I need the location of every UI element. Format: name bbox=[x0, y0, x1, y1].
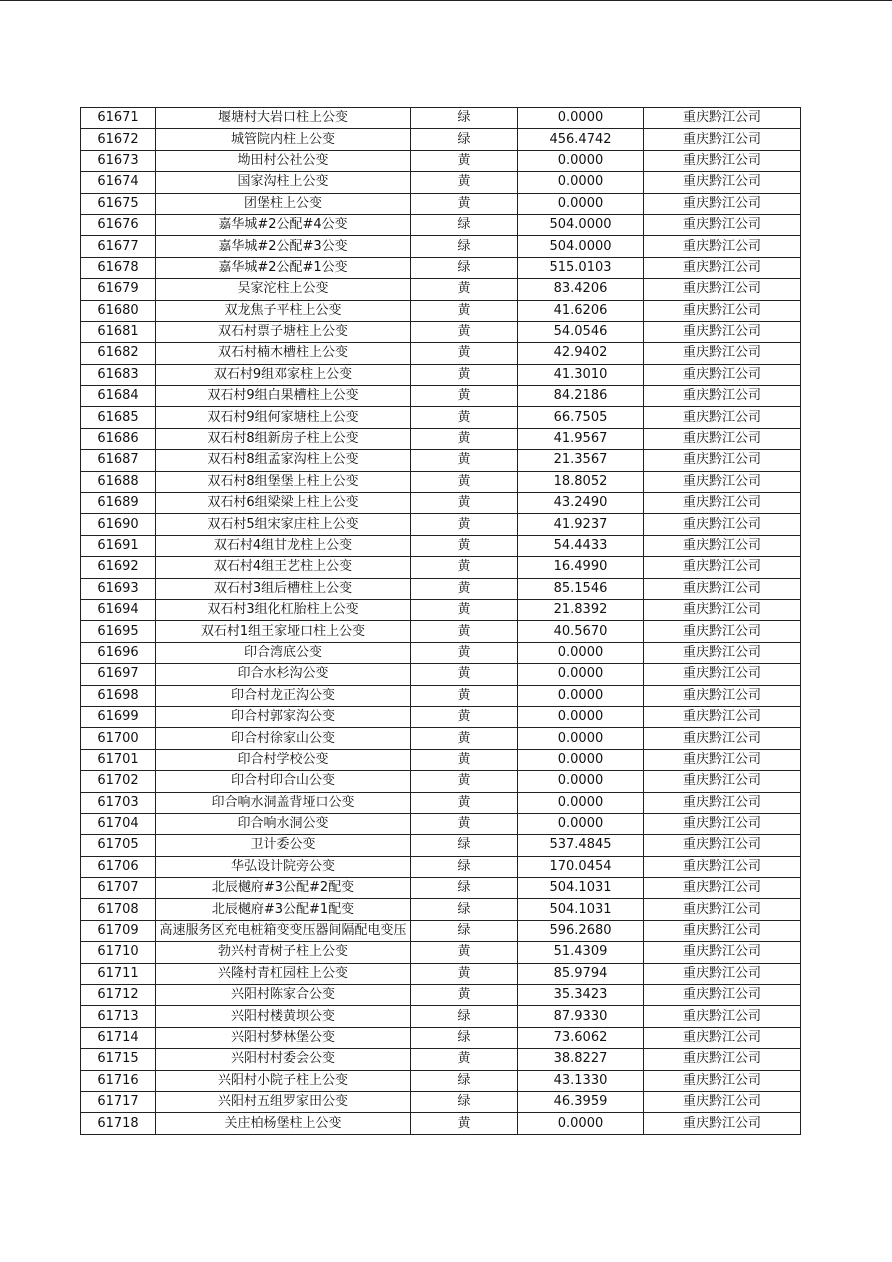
row-name-cell: 城管院内柱上公变 bbox=[156, 129, 411, 150]
row-level-cell: 绿 bbox=[411, 257, 518, 278]
table-row bbox=[81, 813, 801, 834]
row-name-cell: 印合村学校公变 bbox=[156, 749, 411, 770]
row-value-cell: 0.0000 bbox=[518, 193, 644, 214]
row-name-cell: 双石村8组新房子柱上公变 bbox=[156, 428, 411, 449]
row-level-cell: 黄 bbox=[411, 642, 518, 663]
row-id-cell: 61718 bbox=[81, 1113, 156, 1134]
row-company-cell: 重庆黔江公司 bbox=[644, 535, 801, 556]
row-level-cell: 绿 bbox=[411, 856, 518, 877]
row-name-cell: 华弘设计院旁公变 bbox=[156, 856, 411, 877]
row-company-cell: 重庆黔江公司 bbox=[644, 257, 801, 278]
table-row bbox=[81, 942, 801, 963]
row-level-cell: 黄 bbox=[411, 300, 518, 321]
row-level-cell: 黄 bbox=[411, 193, 518, 214]
row-id-cell: 61694 bbox=[81, 599, 156, 620]
table-row bbox=[81, 728, 801, 749]
row-level-cell: 绿 bbox=[411, 108, 518, 129]
row-level-cell: 黄 bbox=[411, 535, 518, 556]
row-name-cell: 双石村4组王艺柱上公变 bbox=[156, 557, 411, 578]
table-row bbox=[81, 193, 801, 214]
row-value-cell: 38.8227 bbox=[518, 1049, 644, 1070]
row-name-cell: 双石村9组白果槽柱上公变 bbox=[156, 386, 411, 407]
row-level-cell: 黄 bbox=[411, 985, 518, 1006]
row-level-cell: 黄 bbox=[411, 471, 518, 492]
row-level-cell: 黄 bbox=[411, 1113, 518, 1134]
row-id-cell: 61677 bbox=[81, 236, 156, 257]
row-level-cell: 绿 bbox=[411, 835, 518, 856]
row-id-cell: 61693 bbox=[81, 578, 156, 599]
row-company-cell: 重庆黔江公司 bbox=[644, 1070, 801, 1091]
row-name-cell: 印合村印合山公变 bbox=[156, 771, 411, 792]
row-id-cell: 61704 bbox=[81, 813, 156, 834]
row-name-cell: 兴阳村小院子柱上公变 bbox=[156, 1070, 411, 1091]
row-value-cell: 84.2186 bbox=[518, 386, 644, 407]
row-level-cell: 黄 bbox=[411, 428, 518, 449]
row-name-cell: 印合村龙正沟公变 bbox=[156, 685, 411, 706]
table-row bbox=[81, 621, 801, 642]
row-company-cell: 重庆黔江公司 bbox=[644, 878, 801, 899]
row-name-cell: 勃兴村青树子柱上公变 bbox=[156, 942, 411, 963]
row-value-cell: 85.1546 bbox=[518, 578, 644, 599]
row-level-cell: 黄 bbox=[411, 578, 518, 599]
row-id-cell: 61703 bbox=[81, 792, 156, 813]
row-name-cell: 双石村票子塘柱上公变 bbox=[156, 321, 411, 342]
row-level-cell: 黄 bbox=[411, 706, 518, 727]
row-level-cell: 绿 bbox=[411, 1006, 518, 1027]
row-level-cell: 黄 bbox=[411, 942, 518, 963]
row-name-cell: 双石村3组化杠胎柱上公变 bbox=[156, 599, 411, 620]
row-name-cell: 双石村8组孟家沟柱上公变 bbox=[156, 450, 411, 471]
row-company-cell: 重庆黔江公司 bbox=[644, 129, 801, 150]
row-level-cell: 黄 bbox=[411, 150, 518, 171]
row-level-cell: 黄 bbox=[411, 599, 518, 620]
row-id-cell: 61687 bbox=[81, 450, 156, 471]
row-value-cell: 35.3423 bbox=[518, 985, 644, 1006]
row-company-cell: 重庆黔江公司 bbox=[644, 428, 801, 449]
row-name-cell: 吴家沱柱上公变 bbox=[156, 279, 411, 300]
row-level-cell: 黄 bbox=[411, 728, 518, 749]
row-company-cell: 重庆黔江公司 bbox=[644, 236, 801, 257]
row-id-cell: 61700 bbox=[81, 728, 156, 749]
transformer-table bbox=[80, 107, 801, 1135]
row-level-cell: 绿 bbox=[411, 1070, 518, 1091]
row-name-cell: 嘉华城#2公配#1公变 bbox=[156, 257, 411, 278]
row-name-cell: 印合水杉沟公变 bbox=[156, 664, 411, 685]
row-company-cell: 重庆黔江公司 bbox=[644, 214, 801, 235]
table-row bbox=[81, 835, 801, 856]
row-id-cell: 61680 bbox=[81, 300, 156, 321]
row-value-cell: 515.0103 bbox=[518, 257, 644, 278]
table-row bbox=[81, 172, 801, 193]
row-id-cell: 61710 bbox=[81, 942, 156, 963]
row-name-cell: 团堡柱上公变 bbox=[156, 193, 411, 214]
row-company-cell: 重庆黔江公司 bbox=[644, 1006, 801, 1027]
row-id-cell: 61696 bbox=[81, 642, 156, 663]
row-value-cell: 0.0000 bbox=[518, 728, 644, 749]
row-company-cell: 重庆黔江公司 bbox=[644, 1049, 801, 1070]
row-name-cell: 印合村郭家沟公变 bbox=[156, 706, 411, 727]
row-company-cell: 重庆黔江公司 bbox=[644, 835, 801, 856]
row-value-cell: 0.0000 bbox=[518, 172, 644, 193]
row-name-cell: 坳田村公社公变 bbox=[156, 150, 411, 171]
row-value-cell: 83.4206 bbox=[518, 279, 644, 300]
row-name-cell: 兴阳村楼黄坝公变 bbox=[156, 1006, 411, 1027]
row-id-cell: 61691 bbox=[81, 535, 156, 556]
row-company-cell: 重庆黔江公司 bbox=[644, 985, 801, 1006]
row-id-cell: 61671 bbox=[81, 108, 156, 129]
row-company-cell: 重庆黔江公司 bbox=[644, 557, 801, 578]
row-value-cell: 21.3567 bbox=[518, 450, 644, 471]
table-row bbox=[81, 578, 801, 599]
row-name-cell: 双石村9组何家塘柱上公变 bbox=[156, 407, 411, 428]
table-row bbox=[81, 642, 801, 663]
row-name-cell: 嘉华城#2公配#3公变 bbox=[156, 236, 411, 257]
table-row bbox=[81, 899, 801, 920]
table-row bbox=[81, 471, 801, 492]
row-level-cell: 绿 bbox=[411, 236, 518, 257]
row-company-cell: 重庆黔江公司 bbox=[644, 942, 801, 963]
row-value-cell: 0.0000 bbox=[518, 749, 644, 770]
row-value-cell: 73.6062 bbox=[518, 1027, 644, 1048]
row-id-cell: 61688 bbox=[81, 471, 156, 492]
row-value-cell: 40.5670 bbox=[518, 621, 644, 642]
row-level-cell: 绿 bbox=[411, 214, 518, 235]
row-name-cell: 印合响水洞盖背垭口公变 bbox=[156, 792, 411, 813]
row-company-cell: 重庆黔江公司 bbox=[644, 685, 801, 706]
row-company-cell: 重庆黔江公司 bbox=[644, 493, 801, 514]
table-row bbox=[81, 792, 801, 813]
row-value-cell: 456.4742 bbox=[518, 129, 644, 150]
table-row bbox=[81, 407, 801, 428]
row-name-cell: 关庄柏杨堡柱上公变 bbox=[156, 1113, 411, 1134]
table-row bbox=[81, 450, 801, 471]
table-row bbox=[81, 257, 801, 278]
row-level-cell: 黄 bbox=[411, 792, 518, 813]
row-name-cell: 兴阳村村委会公变 bbox=[156, 1049, 411, 1070]
row-company-cell: 重庆黔江公司 bbox=[644, 300, 801, 321]
row-value-cell: 0.0000 bbox=[518, 792, 644, 813]
row-level-cell: 黄 bbox=[411, 279, 518, 300]
row-value-cell: 0.0000 bbox=[518, 706, 644, 727]
row-name-cell: 双石村1组王家垭口柱上公变 bbox=[156, 621, 411, 642]
row-value-cell: 537.4845 bbox=[518, 835, 644, 856]
table-row bbox=[81, 963, 801, 984]
table-row bbox=[81, 1113, 801, 1134]
table-body bbox=[81, 108, 801, 1135]
row-name-cell: 高速服务区充电桩箱变变压器间隔配电变压 bbox=[156, 920, 411, 941]
row-name-cell: 双石村9组邓家柱上公变 bbox=[156, 364, 411, 385]
table-row bbox=[81, 878, 801, 899]
row-id-cell: 61692 bbox=[81, 557, 156, 578]
table-row bbox=[81, 749, 801, 770]
row-value-cell: 0.0000 bbox=[518, 1113, 644, 1134]
row-id-cell: 61714 bbox=[81, 1027, 156, 1048]
row-id-cell: 61702 bbox=[81, 771, 156, 792]
table-row bbox=[81, 599, 801, 620]
row-value-cell: 170.0454 bbox=[518, 856, 644, 877]
row-company-cell: 重庆黔江公司 bbox=[644, 642, 801, 663]
row-level-cell: 黄 bbox=[411, 557, 518, 578]
table-row bbox=[81, 236, 801, 257]
row-name-cell: 兴隆村青杠园柱上公变 bbox=[156, 963, 411, 984]
row-level-cell: 黄 bbox=[411, 749, 518, 770]
row-id-cell: 61672 bbox=[81, 129, 156, 150]
row-name-cell: 双石村6组梁梁上柱上公变 bbox=[156, 493, 411, 514]
row-name-cell: 印合村徐家山公变 bbox=[156, 728, 411, 749]
row-value-cell: 0.0000 bbox=[518, 108, 644, 129]
row-id-cell: 61683 bbox=[81, 364, 156, 385]
row-level-cell: 黄 bbox=[411, 321, 518, 342]
row-id-cell: 61698 bbox=[81, 685, 156, 706]
row-company-cell: 重庆黔江公司 bbox=[644, 578, 801, 599]
row-company-cell: 重庆黔江公司 bbox=[644, 621, 801, 642]
row-id-cell: 61709 bbox=[81, 920, 156, 941]
row-company-cell: 重庆黔江公司 bbox=[644, 856, 801, 877]
row-level-cell: 黄 bbox=[411, 407, 518, 428]
row-value-cell: 66.7505 bbox=[518, 407, 644, 428]
row-company-cell: 重庆黔江公司 bbox=[644, 321, 801, 342]
row-level-cell: 绿 bbox=[411, 1027, 518, 1048]
row-level-cell: 黄 bbox=[411, 621, 518, 642]
row-company-cell: 重庆黔江公司 bbox=[644, 771, 801, 792]
row-company-cell: 重庆黔江公司 bbox=[644, 386, 801, 407]
row-name-cell: 双石村8组堡堡上柱上公变 bbox=[156, 471, 411, 492]
table-row bbox=[81, 1049, 801, 1070]
row-value-cell: 46.3959 bbox=[518, 1091, 644, 1112]
row-level-cell: 黄 bbox=[411, 386, 518, 407]
row-id-cell: 61684 bbox=[81, 386, 156, 407]
row-company-cell: 重庆黔江公司 bbox=[644, 407, 801, 428]
row-name-cell: 双石村5组宋家庄柱上公变 bbox=[156, 514, 411, 535]
row-value-cell: 0.0000 bbox=[518, 642, 644, 663]
row-name-cell: 双石村3组后槽柱上公变 bbox=[156, 578, 411, 599]
table-row bbox=[81, 1091, 801, 1112]
row-id-cell: 61711 bbox=[81, 963, 156, 984]
row-id-cell: 61715 bbox=[81, 1049, 156, 1070]
row-value-cell: 504.1031 bbox=[518, 899, 644, 920]
row-level-cell: 黄 bbox=[411, 1049, 518, 1070]
row-value-cell: 504.0000 bbox=[518, 214, 644, 235]
row-level-cell: 黄 bbox=[411, 685, 518, 706]
row-value-cell: 0.0000 bbox=[518, 813, 644, 834]
row-value-cell: 0.0000 bbox=[518, 150, 644, 171]
row-company-cell: 重庆黔江公司 bbox=[644, 279, 801, 300]
row-value-cell: 43.2490 bbox=[518, 493, 644, 514]
row-value-cell: 51.4309 bbox=[518, 942, 644, 963]
row-company-cell: 重庆黔江公司 bbox=[644, 599, 801, 620]
row-name-cell: 双石村楠木槽柱上公变 bbox=[156, 343, 411, 364]
row-level-cell: 绿 bbox=[411, 1091, 518, 1112]
row-company-cell: 重庆黔江公司 bbox=[644, 108, 801, 129]
row-name-cell: 北辰樾府#3公配#2配变 bbox=[156, 878, 411, 899]
row-level-cell: 黄 bbox=[411, 364, 518, 385]
row-id-cell: 61675 bbox=[81, 193, 156, 214]
row-id-cell: 61713 bbox=[81, 1006, 156, 1027]
row-id-cell: 61689 bbox=[81, 493, 156, 514]
row-company-cell: 重庆黔江公司 bbox=[644, 172, 801, 193]
row-level-cell: 黄 bbox=[411, 450, 518, 471]
row-id-cell: 61676 bbox=[81, 214, 156, 235]
row-value-cell: 54.4433 bbox=[518, 535, 644, 556]
table-row bbox=[81, 214, 801, 235]
row-company-cell: 重庆黔江公司 bbox=[644, 364, 801, 385]
row-company-cell: 重庆黔江公司 bbox=[644, 150, 801, 171]
row-id-cell: 61707 bbox=[81, 878, 156, 899]
table-row bbox=[81, 1070, 801, 1091]
table-row bbox=[81, 664, 801, 685]
row-value-cell: 596.2680 bbox=[518, 920, 644, 941]
row-id-cell: 61681 bbox=[81, 321, 156, 342]
row-company-cell: 重庆黔江公司 bbox=[644, 749, 801, 770]
table-row bbox=[81, 364, 801, 385]
row-id-cell: 61701 bbox=[81, 749, 156, 770]
row-value-cell: 0.0000 bbox=[518, 664, 644, 685]
row-name-cell: 北辰樾府#3公配#1配变 bbox=[156, 899, 411, 920]
table-row bbox=[81, 557, 801, 578]
table-row bbox=[81, 514, 801, 535]
row-name-cell: 兴阳村陈家合公变 bbox=[156, 985, 411, 1006]
row-value-cell: 54.0546 bbox=[518, 321, 644, 342]
row-id-cell: 61686 bbox=[81, 428, 156, 449]
row-company-cell: 重庆黔江公司 bbox=[644, 450, 801, 471]
row-name-cell: 双石村4组甘龙柱上公变 bbox=[156, 535, 411, 556]
table-row bbox=[81, 129, 801, 150]
row-value-cell: 42.9402 bbox=[518, 343, 644, 364]
row-level-cell: 绿 bbox=[411, 878, 518, 899]
row-id-cell: 61673 bbox=[81, 150, 156, 171]
row-value-cell: 41.6206 bbox=[518, 300, 644, 321]
row-id-cell: 61682 bbox=[81, 343, 156, 364]
row-company-cell: 重庆黔江公司 bbox=[644, 343, 801, 364]
table-row bbox=[81, 856, 801, 877]
row-level-cell: 黄 bbox=[411, 664, 518, 685]
table-row bbox=[81, 279, 801, 300]
row-id-cell: 61716 bbox=[81, 1070, 156, 1091]
row-company-cell: 重庆黔江公司 bbox=[644, 963, 801, 984]
row-level-cell: 黄 bbox=[411, 172, 518, 193]
row-company-cell: 重庆黔江公司 bbox=[644, 664, 801, 685]
row-name-cell: 双龙焦子平柱上公变 bbox=[156, 300, 411, 321]
table-row bbox=[81, 150, 801, 171]
row-name-cell: 堰塘村大岩口柱上公变 bbox=[156, 108, 411, 129]
table-row bbox=[81, 1006, 801, 1027]
row-name-cell: 印合响水洞公变 bbox=[156, 813, 411, 834]
row-value-cell: 18.8052 bbox=[518, 471, 644, 492]
table-row bbox=[81, 343, 801, 364]
row-level-cell: 绿 bbox=[411, 129, 518, 150]
row-company-cell: 重庆黔江公司 bbox=[644, 813, 801, 834]
table-row bbox=[81, 108, 801, 129]
row-value-cell: 21.8392 bbox=[518, 599, 644, 620]
row-level-cell: 绿 bbox=[411, 899, 518, 920]
row-id-cell: 61699 bbox=[81, 706, 156, 727]
row-value-cell: 85.9794 bbox=[518, 963, 644, 984]
row-company-cell: 重庆黔江公司 bbox=[644, 706, 801, 727]
page-top-border bbox=[0, 0, 892, 1]
row-value-cell: 41.3010 bbox=[518, 364, 644, 385]
row-value-cell: 41.9237 bbox=[518, 514, 644, 535]
row-company-cell: 重庆黔江公司 bbox=[644, 514, 801, 535]
row-company-cell: 重庆黔江公司 bbox=[644, 792, 801, 813]
row-name-cell: 兴阳村梦林堡公变 bbox=[156, 1027, 411, 1048]
row-value-cell: 43.1330 bbox=[518, 1070, 644, 1091]
row-value-cell: 504.1031 bbox=[518, 878, 644, 899]
row-value-cell: 41.9567 bbox=[518, 428, 644, 449]
row-company-cell: 重庆黔江公司 bbox=[644, 471, 801, 492]
row-level-cell: 黄 bbox=[411, 963, 518, 984]
row-id-cell: 61708 bbox=[81, 899, 156, 920]
row-value-cell: 87.9330 bbox=[518, 1006, 644, 1027]
row-company-cell: 重庆黔江公司 bbox=[644, 1113, 801, 1134]
row-name-cell: 兴阳村五组罗家田公变 bbox=[156, 1091, 411, 1112]
row-id-cell: 61678 bbox=[81, 257, 156, 278]
row-value-cell: 504.0000 bbox=[518, 236, 644, 257]
row-company-cell: 重庆黔江公司 bbox=[644, 193, 801, 214]
table-row bbox=[81, 771, 801, 792]
table-row bbox=[81, 493, 801, 514]
row-name-cell: 嘉华城#2公配#4公变 bbox=[156, 214, 411, 235]
table-row bbox=[81, 386, 801, 407]
table-row bbox=[81, 1027, 801, 1048]
row-value-cell: 0.0000 bbox=[518, 685, 644, 706]
row-level-cell: 黄 bbox=[411, 813, 518, 834]
row-id-cell: 61674 bbox=[81, 172, 156, 193]
row-name-cell: 卫计委公变 bbox=[156, 835, 411, 856]
row-id-cell: 61695 bbox=[81, 621, 156, 642]
row-id-cell: 61712 bbox=[81, 985, 156, 1006]
row-level-cell: 黄 bbox=[411, 343, 518, 364]
row-company-cell: 重庆黔江公司 bbox=[644, 920, 801, 941]
row-level-cell: 黄 bbox=[411, 493, 518, 514]
row-level-cell: 黄 bbox=[411, 771, 518, 792]
row-id-cell: 61690 bbox=[81, 514, 156, 535]
row-value-cell: 16.4990 bbox=[518, 557, 644, 578]
row-level-cell: 黄 bbox=[411, 514, 518, 535]
row-id-cell: 61705 bbox=[81, 835, 156, 856]
row-id-cell: 61679 bbox=[81, 279, 156, 300]
table-row bbox=[81, 535, 801, 556]
table-row bbox=[81, 920, 801, 941]
row-id-cell: 61685 bbox=[81, 407, 156, 428]
row-value-cell: 0.0000 bbox=[518, 771, 644, 792]
row-level-cell: 绿 bbox=[411, 920, 518, 941]
table-row bbox=[81, 428, 801, 449]
row-company-cell: 重庆黔江公司 bbox=[644, 1027, 801, 1048]
row-name-cell: 国家沟柱上公变 bbox=[156, 172, 411, 193]
table-row bbox=[81, 706, 801, 727]
table-row bbox=[81, 985, 801, 1006]
row-id-cell: 61717 bbox=[81, 1091, 156, 1112]
row-company-cell: 重庆黔江公司 bbox=[644, 899, 801, 920]
row-company-cell: 重庆黔江公司 bbox=[644, 1091, 801, 1112]
table-row bbox=[81, 321, 801, 342]
table-row bbox=[81, 685, 801, 706]
row-name-cell: 印合湾底公变 bbox=[156, 642, 411, 663]
table-row bbox=[81, 300, 801, 321]
row-id-cell: 61706 bbox=[81, 856, 156, 877]
row-id-cell: 61697 bbox=[81, 664, 156, 685]
row-company-cell: 重庆黔江公司 bbox=[644, 728, 801, 749]
